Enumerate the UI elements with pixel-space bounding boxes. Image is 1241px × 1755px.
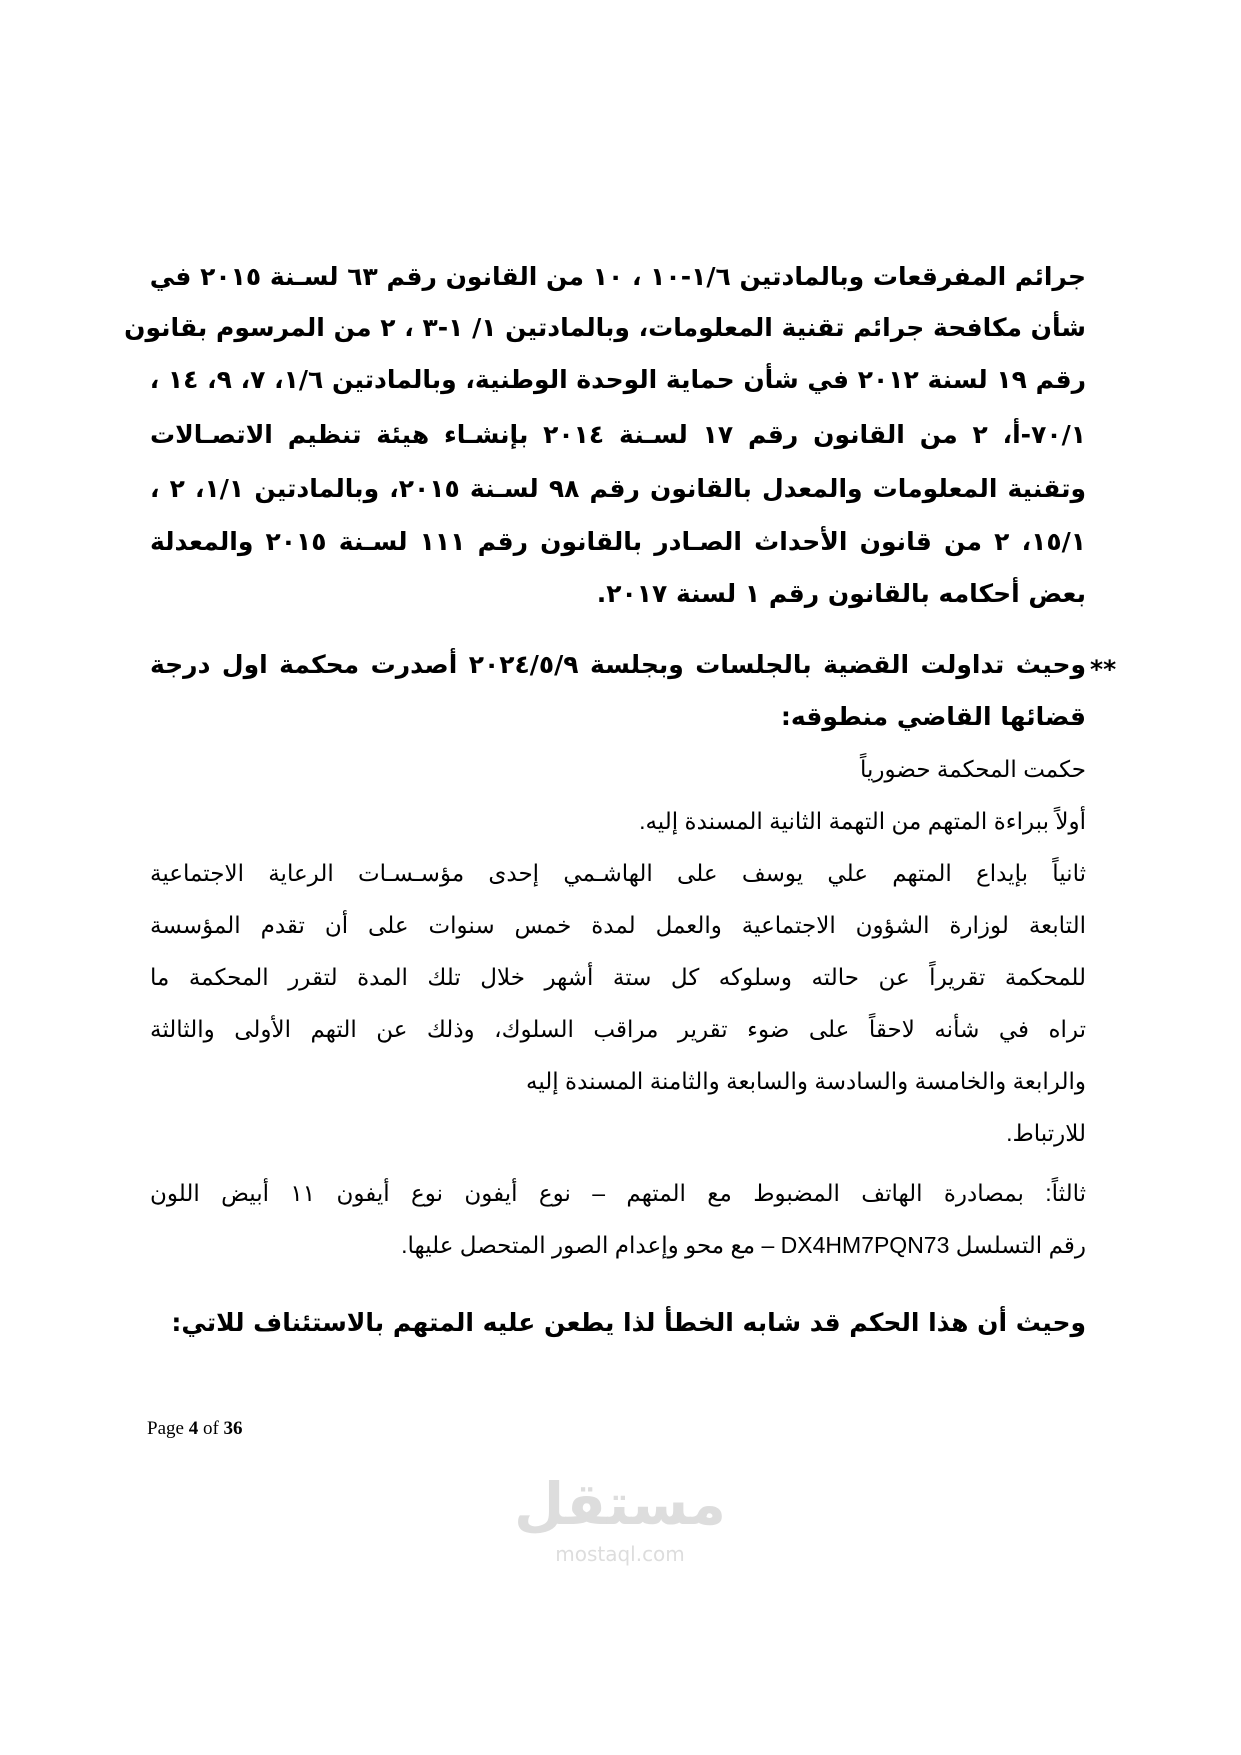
text-line: للمحكمة تقريراً عن حالته وسلوكه كل ستة أشهر خلال تلك المدة لتقرر المحكمة ما <box>150 964 1086 990</box>
text-line: رقم ١٩ لسنة ٢٠١٢ في شأن حماية الوحدة الوطنية، وبالمادتين ١/٦، ٧، ٩، ١٤ ، <box>149 365 1086 394</box>
text-line: حكمت المحكمة حضورياً <box>859 756 1086 782</box>
text-line: ثالثاً: بمصادرة الهاتف المضبوط مع المتهم – نوع أيفون نوع أيفون ١١ أبيض اللون <box>150 1180 1086 1206</box>
text-line: والرابعة والخامسة والسادسة والسابعة والثامنة المسندة إليه <box>525 1068 1086 1094</box>
text-line: وتقنية المعلومات والمعدل بالقانون رقم ٩٨ لسـنة ٢٠١٥، وبالمادتين ١/١، ٢ ، <box>150 474 1087 503</box>
text-line: ١٥/١، ٢ من قانون الأحداث الصـادر بالقانون رقم ١١١ لسـنة ٢٠١٥ والمعدلة <box>150 527 1086 556</box>
text-line: وحيث تداولت القضية بالجلسات وبجلسة ٢٠٢٤/٥/٩ أصدرت محكمة اول درجة <box>150 650 1086 679</box>
text-line: تراه في شأنه لاحقاً على ضوء تقرير مراقب السلوك، وذلك عن التهم الأولى والثالثة <box>150 1016 1087 1042</box>
page-label: Page <box>147 1418 189 1439</box>
text-line: التابعة لوزارة الشؤون الاجتماعية والعمل لمدة خمس سنوات على أن تقدم المؤسسة <box>150 912 1086 938</box>
watermark-url: mostaql.com <box>555 1542 685 1566</box>
text-line: بعض أحكامه بالقانون رقم ١ لسنة ٢٠١٧. <box>596 579 1086 608</box>
text-line: شأن مكافحة جرائم تقنية المعلومات، وبالمادتين ١/ ١-٣ ، ٢ من المرسوم بقانون <box>124 313 1086 342</box>
watermark-logo: مستقل <box>513 1470 727 1538</box>
text-line: قضائها القاضي منطوقه: <box>780 702 1086 731</box>
current-page: 4 <box>188 1418 199 1439</box>
bullet-marker: ** <box>1090 655 1117 684</box>
total-pages: 36 <box>223 1418 243 1439</box>
text-line: للارتباط. <box>1006 1120 1086 1146</box>
page-number <box>147 1418 243 1440</box>
conclusion-line: وحيث أن هذا الحكم قد شابه الخطأ لذا يطعن عليه المتهم بالاستئناف للاتي: <box>171 1308 1086 1337</box>
text-line: رقم التسلسل DX4HM7PQN73 – مع محو وإعدام الصور المتحصل عليها. <box>401 1232 1086 1258</box>
text-line: أولاً ببراءة المتهم من التهمة الثانية المسندة إليه. <box>639 808 1086 834</box>
of-label: of <box>198 1418 224 1439</box>
text-line: ٧٠/١-أ، ٢ من القانون رقم ١٧ لسـنة ٢٠١٤ بإنشـاء هيئة تنظيم الاتصـالات <box>150 420 1086 449</box>
text-line: جرائم المفرقعات وبالمادتين ١/٦-١٠ ، ١٠ من القانون رقم ٦٣ لسـنة ٢٠١٥ في <box>149 262 1086 291</box>
text-line: ثانياً بإيداع المتهم علي يوسف على الهاشـمي إحدى مؤسـسـات الرعاية الاجتماعية <box>150 860 1086 886</box>
